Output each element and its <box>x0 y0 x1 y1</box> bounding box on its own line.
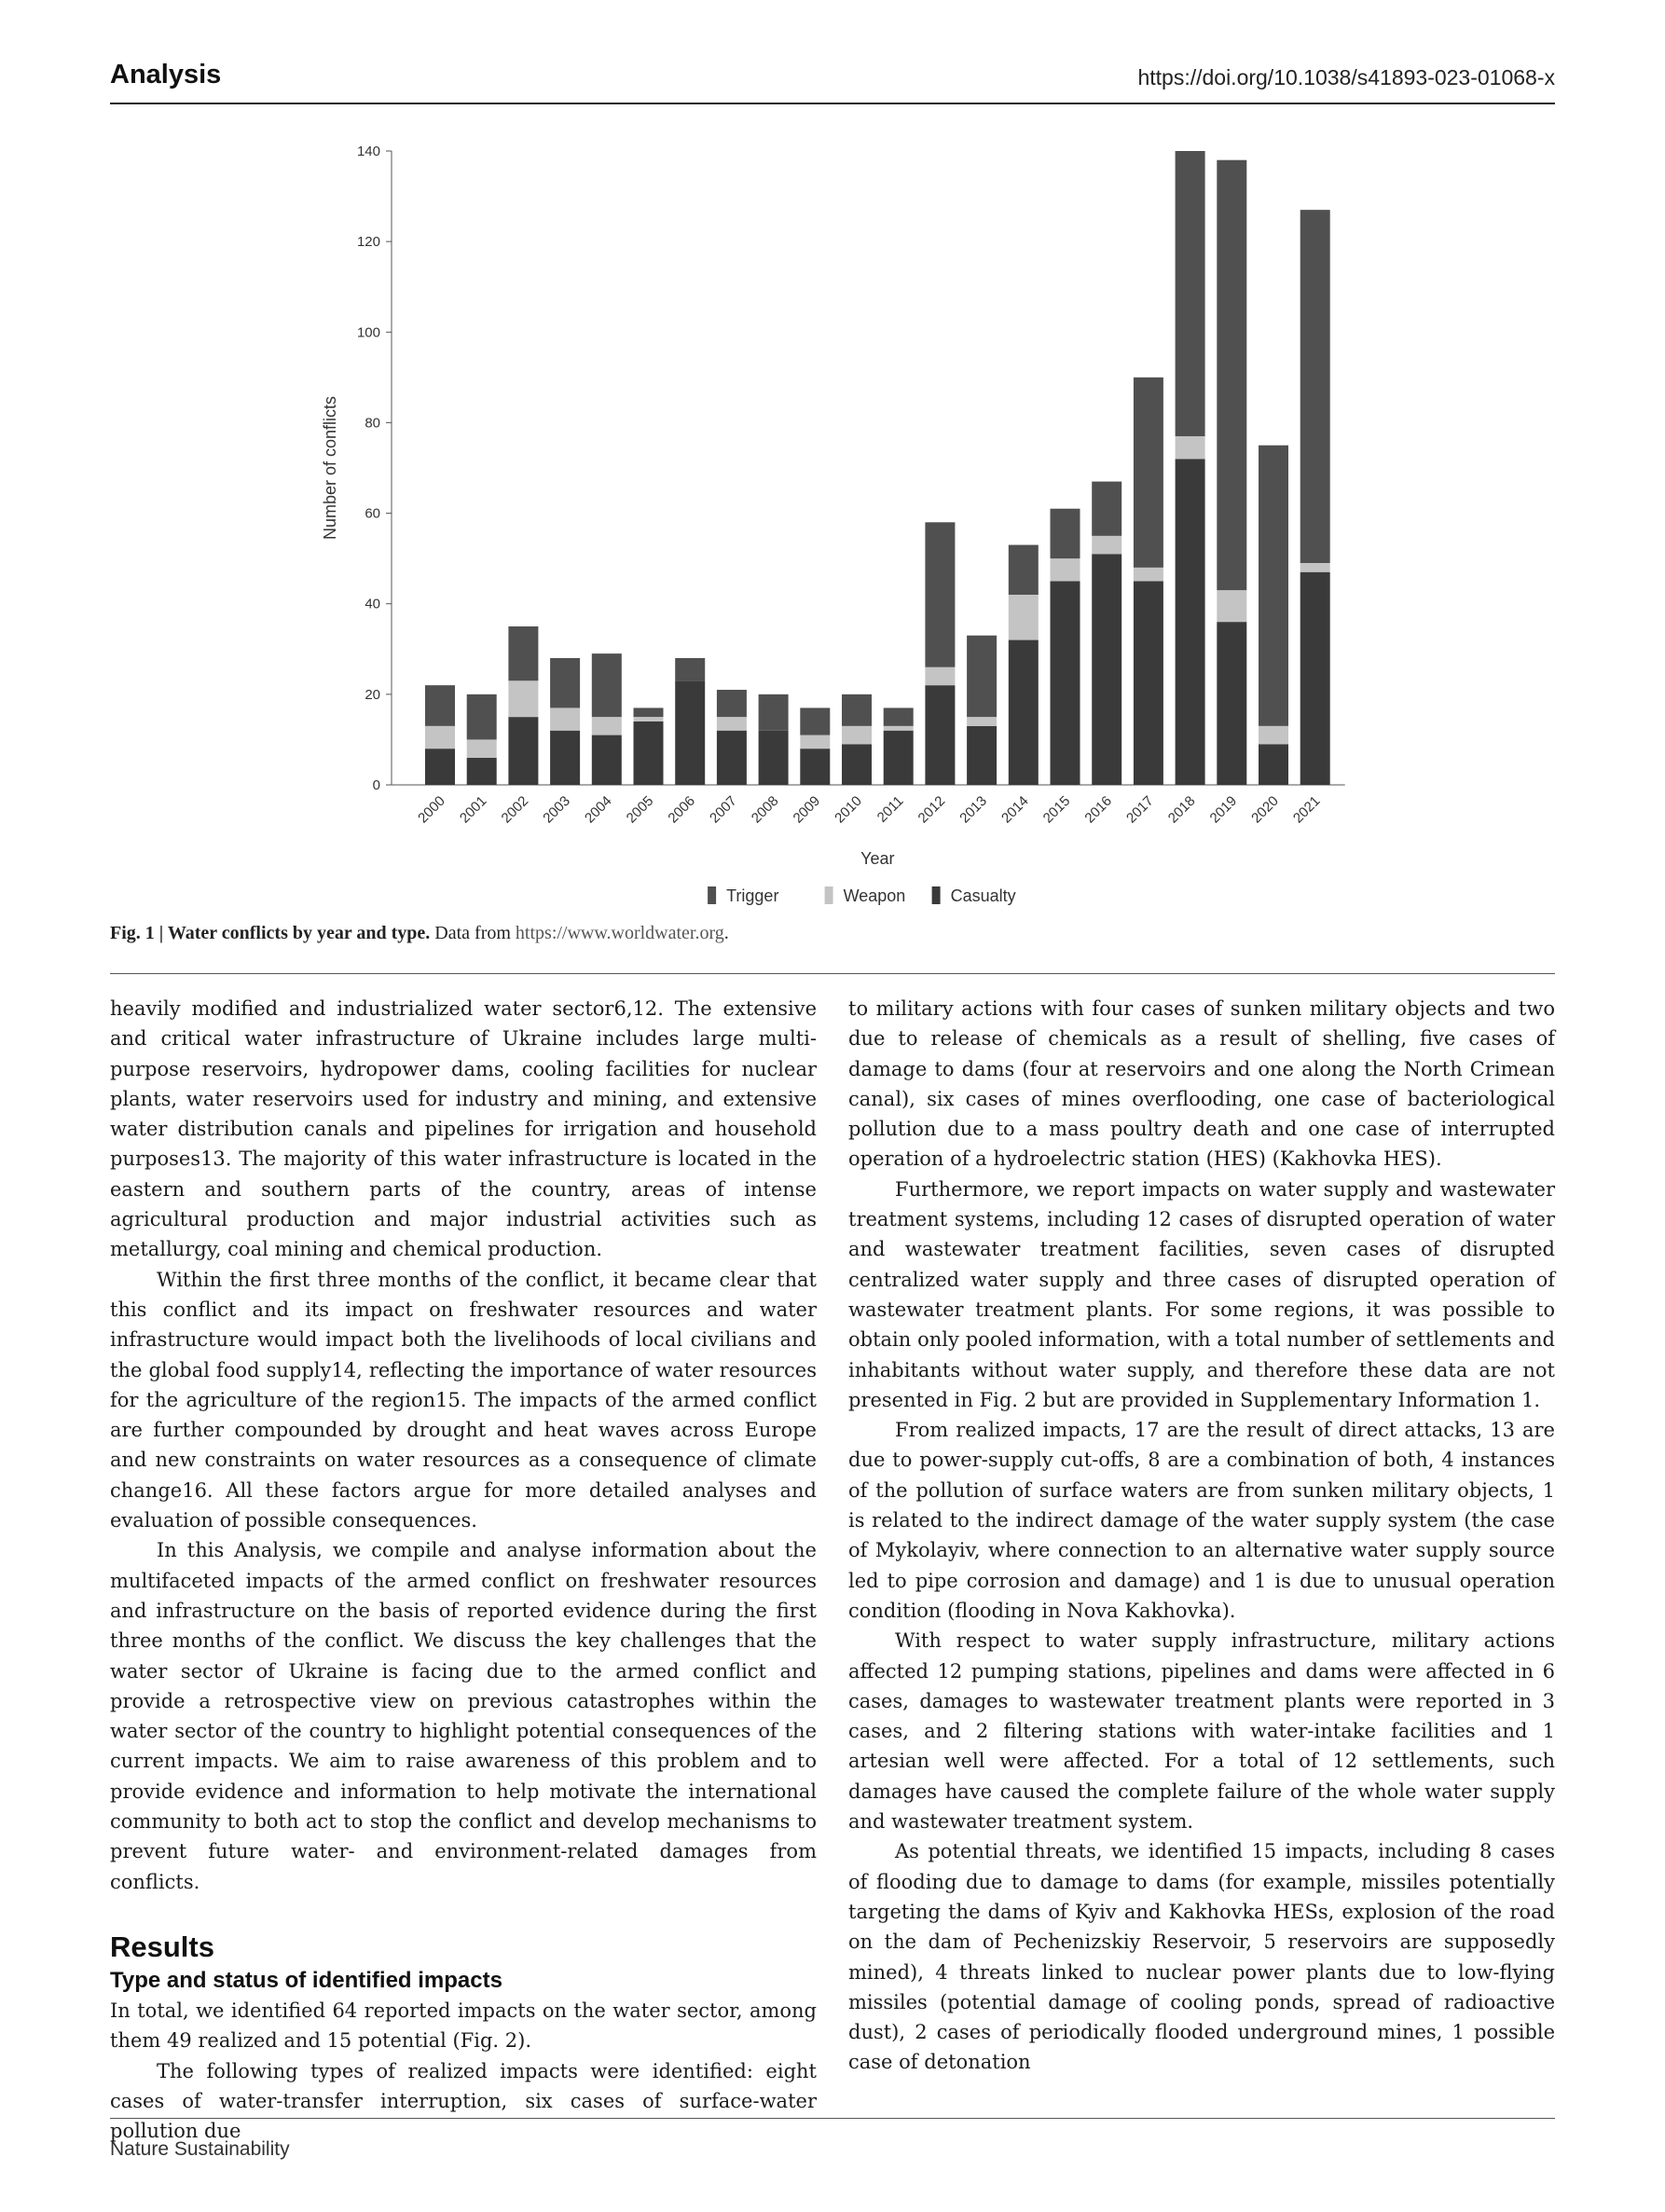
paragraph: In this Analysis, we compile and analyse information about the multifaceted impacts of the armed conflict on freshwater resources and infrastructure on the basis of reported evidence during the first three months of the conflict. We discuss the key challenges that the water sector of Ukraine is facing due to the armed conflict and provide a retrospective view on previous catastrophes within the water sector of the country to highlight potential consequences of the current impacts. We aim to raise awareness of this problem and to provide evidence and information to help motivate the international community to both act to stop the conflict and develop mechanisms to prevent future water- and environment-related damages from conflicts. <box>110 1539 817 1893</box>
bar-casualty-2021 <box>1300 572 1330 785</box>
bar-trigger-2020 <box>1259 446 1288 726</box>
bar-weapon-2017 <box>1134 568 1163 582</box>
bar-weapon-2003 <box>550 708 580 730</box>
bar-weapon-2019 <box>1217 590 1246 622</box>
paragraph: Furthermore, we report impacts on water supply and wastewater treatment systems, including 12 cases of disrupted operation of water and wastewater treatment facilities, seven cases of disrupted centralized water supply and three cases of disrupted operation of wastewater treatment plants. For some regions, it was possible to obtain only pooled information, with a total number of settlements and inhabitants without water supply, and therefore these data are not presented in Fig. 2 but are provided in Supplementary Information 1. <box>848 1177 1555 1411</box>
x-tick-label: 2020 <box>1248 792 1282 827</box>
bar-trigger-2015 <box>1051 509 1080 558</box>
bar-weapon-2015 <box>1051 558 1080 581</box>
bar-weapon-2001 <box>467 739 497 757</box>
bar-casualty-2006 <box>675 680 705 785</box>
legend-swatch-trigger <box>708 886 716 904</box>
y-tick-label: 40 <box>365 596 380 612</box>
x-tick-label: 2002 <box>498 792 532 827</box>
paragraph: to military actions with four cases of sunken military objects and two due to release of chemicals as a result of shelling, five cases of damage to dams (four at reservoirs and one along the North Crimean canal), six cases of mines overflooding, one case of bacteriological pollution due to a mass poultry death and one case of interrupted operation of a hydroelectric station (HES) (Kakhovka HES). <box>848 997 1555 1171</box>
legend-swatch-casualty <box>932 886 941 904</box>
bar-casualty-2004 <box>592 735 622 785</box>
bar-casualty-2000 <box>425 749 455 785</box>
paragraph: From realized impacts, 17 are the result of direct attacks, 13 are due to power-supply cut-offs, 8 are a combination of both, 4 instances of the pollution of surface waters are from sunken military objects, 1 is related to the indirect damage of the water supply system (the case of Mykolayiv, where connection to an alternative water supply source led to pipe corrosion and damage) and 1 is due to unusual operation condition (flooding in Nova Kakhovka). <box>848 1419 1555 1622</box>
y-tick-label: 0 <box>372 777 380 793</box>
bar-weapon-2021 <box>1300 563 1330 572</box>
bar-trigger-2009 <box>800 708 830 735</box>
bar-casualty-2005 <box>634 721 664 785</box>
bar-weapon-2000 <box>425 726 455 749</box>
y-tick-label: 140 <box>356 144 380 159</box>
bar-casualty-2008 <box>759 731 789 785</box>
x-tick-label: 2004 <box>582 792 615 827</box>
x-tick-label: 2007 <box>707 792 740 827</box>
bar-weapon-2012 <box>925 667 955 685</box>
bar-weapon-2018 <box>1176 436 1205 459</box>
bar-casualty-2007 <box>717 731 747 785</box>
paragraph: Within the first three months of the conflict, it became clear that this conflict and its impact on freshwater resources and water infrastructure would impact both the livelihoods of local civilians and the global food supply14, reflecting the importance of water resources for the agriculture of the region15. The impacts of the armed conflict are further compounded by drought and heat waves across Europe and new constraints on water resources as a consequence of climate change16. All these factors argue for more detailed analyses and evaluation of possible consequences. <box>110 1268 817 1532</box>
bar-casualty-2015 <box>1051 581 1080 785</box>
x-tick-label: 2008 <box>748 792 782 827</box>
bar-trigger-2005 <box>634 708 664 717</box>
bar-casualty-2003 <box>550 731 580 785</box>
doi-link[interactable]: https://doi.org/10.1038/s41893-023-01068-x <box>1137 65 1555 89</box>
bar-weapon-2016 <box>1092 536 1121 554</box>
bar-weapon-2014 <box>1009 595 1039 640</box>
bar-weapon-2005 <box>634 717 664 721</box>
bar-weapon-2011 <box>884 726 914 731</box>
y-tick-label: 20 <box>365 686 380 703</box>
x-tick-label: 2001 <box>456 792 490 827</box>
x-tick-label: 2013 <box>956 792 990 827</box>
bar-trigger-2014 <box>1009 545 1039 595</box>
bar-casualty-2013 <box>967 726 997 785</box>
bar-trigger-2006 <box>675 658 705 680</box>
x-tick-label: 2021 <box>1289 792 1324 827</box>
footer-rule <box>110 2118 1555 2119</box>
x-tick-label: 2016 <box>1081 792 1116 827</box>
bar-weapon-2009 <box>800 735 830 749</box>
bar-weapon-2013 <box>967 717 997 726</box>
x-tick-label: 2015 <box>1039 792 1074 827</box>
bar-casualty-2009 <box>800 749 830 785</box>
bar-casualty-2018 <box>1176 459 1205 785</box>
paragraph: With respect to water supply infrastructure, military actions affected 12 pumping stations, pipelines and dams were affected in 6 cases, damages to wastewater treatment plants were reported in 3 cases, and 2 filtering stations with water-intake facilities and 1 artesian well were affected. For a total of 12 settlements, such damages have caused the complete failure of the whole water supply and wastewater treatment system. <box>848 1629 1555 1834</box>
x-tick-label: 2011 <box>874 792 907 826</box>
journal-name: Nature Sustainability <box>110 2138 290 2160</box>
paragraph: In total, we identified 64 reported impacts on the water sector, among them 49 realized and 15 potential (Fig. 2). <box>110 1999 817 2053</box>
x-axis-label: Year <box>860 849 895 868</box>
caption-text: Data from <box>430 923 516 943</box>
bar-trigger-2007 <box>717 690 747 717</box>
bar-casualty-2020 <box>1259 744 1288 785</box>
bar-casualty-2011 <box>884 731 914 785</box>
bar-casualty-2016 <box>1092 554 1121 785</box>
bar-trigger-2000 <box>425 685 455 726</box>
right-column <box>848 994 1555 2078</box>
bar-trigger-2011 <box>884 708 914 725</box>
section-label: Analysis <box>110 60 222 89</box>
paragraph: As potential threats, we identified 15 impacts, including 8 cases of flooding due to damage to dams (for example, missiles potentially targeting the dams of Kyiv and Kakhovka HESs, explosion of the road on the dam of Pechenizskiy Reservoir, 5 reservoirs are supposedly mined), 4 threats linked to nuclear power plants due to low-flying missiles (potential damage of cooling ponds, spread of radioactive dust), 2 cases of periodically flooded underground mines, 1 possible case of detonation <box>848 1840 1555 2074</box>
caption-link[interactable]: https://www.worldwater.org <box>515 923 724 943</box>
x-tick-label: 2006 <box>665 792 699 827</box>
bar-trigger-2002 <box>508 626 538 680</box>
bar-casualty-2014 <box>1009 640 1039 785</box>
bar-weapon-2007 <box>717 717 747 731</box>
left-column <box>110 994 817 2146</box>
x-tick-label: 2018 <box>1164 792 1199 827</box>
bar-casualty-2002 <box>508 717 538 785</box>
x-tick-label: 2012 <box>915 792 949 827</box>
paragraph: The following types of realized impacts were identified: eight cases of water-transfer interruption, six cases of surface-water pollution due <box>110 2059 817 2143</box>
bar-trigger-2008 <box>759 694 789 731</box>
legend-label-casualty: Casualty <box>950 886 1016 905</box>
paragraph: heavily modified and industrialized water sector6,12. The extensive and critical water infrastructure of Ukraine includes large multi-purpose reservoirs, hydropower dams, cooling facilities for nuclear plants, water reservoirs used for industry and mining, and extensive water distribution canals and pipelines for irrigation and household purposes13. The majority of this water infrastructure is located in the eastern and southern parts of the country, areas of intense agricultural production and major industrial activities such as metallurgy, coal mining and chemical production. <box>110 997 817 1261</box>
x-tick-label: 2014 <box>998 792 1032 827</box>
bar-weapon-2010 <box>842 726 872 744</box>
bar-casualty-2019 <box>1217 622 1246 785</box>
x-tick-label: 2010 <box>832 792 865 827</box>
bar-weapon-2020 <box>1259 726 1288 744</box>
bar-weapon-2002 <box>508 680 538 717</box>
x-tick-label: 2003 <box>540 792 573 827</box>
y-tick-label: 120 <box>356 234 380 251</box>
bar-trigger-2019 <box>1217 160 1246 590</box>
water-conflicts-chart <box>280 131 1398 923</box>
bar-trigger-2004 <box>592 653 622 717</box>
legend-label-trigger: Trigger <box>726 886 779 905</box>
bar-trigger-2016 <box>1092 482 1121 536</box>
bar-weapon-2004 <box>592 717 622 735</box>
y-tick-label: 80 <box>365 415 380 432</box>
bar-casualty-2001 <box>467 758 497 785</box>
bar-trigger-2012 <box>925 522 955 666</box>
bar-casualty-2012 <box>925 685 955 785</box>
y-tick-label: 60 <box>365 505 380 522</box>
bar-trigger-2010 <box>842 694 872 726</box>
x-tick-label: 2005 <box>623 792 657 827</box>
caption-end: . <box>723 923 729 943</box>
bar-trigger-2003 <box>550 658 580 708</box>
header-rule <box>110 103 1555 104</box>
results-subheading: Type and status of identified impacts <box>110 1967 502 1993</box>
bar-trigger-2018 <box>1176 151 1205 436</box>
x-tick-label: 2017 <box>1123 792 1157 827</box>
bar-trigger-2013 <box>967 636 997 717</box>
figure-caption <box>110 923 729 944</box>
legend-label-weapon: Weapon <box>843 886 906 905</box>
x-tick-label: 2000 <box>415 792 448 827</box>
bar-trigger-2017 <box>1134 378 1163 568</box>
bar-trigger-2021 <box>1300 210 1330 563</box>
x-tick-label: 2009 <box>790 792 824 827</box>
y-tick-label: 100 <box>356 324 380 341</box>
bar-trigger-2001 <box>467 694 497 740</box>
results-heading: Results <box>110 1930 214 1963</box>
bar-casualty-2010 <box>842 744 872 785</box>
bar-casualty-2017 <box>1134 581 1163 785</box>
caption-rule <box>110 973 1555 974</box>
y-axis-label: Number of conflicts <box>321 395 339 541</box>
legend-swatch-weapon <box>825 886 833 904</box>
caption-label: Fig. 1 | Water conflicts by year and type. <box>110 923 431 943</box>
x-tick-label: 2019 <box>1206 792 1241 827</box>
